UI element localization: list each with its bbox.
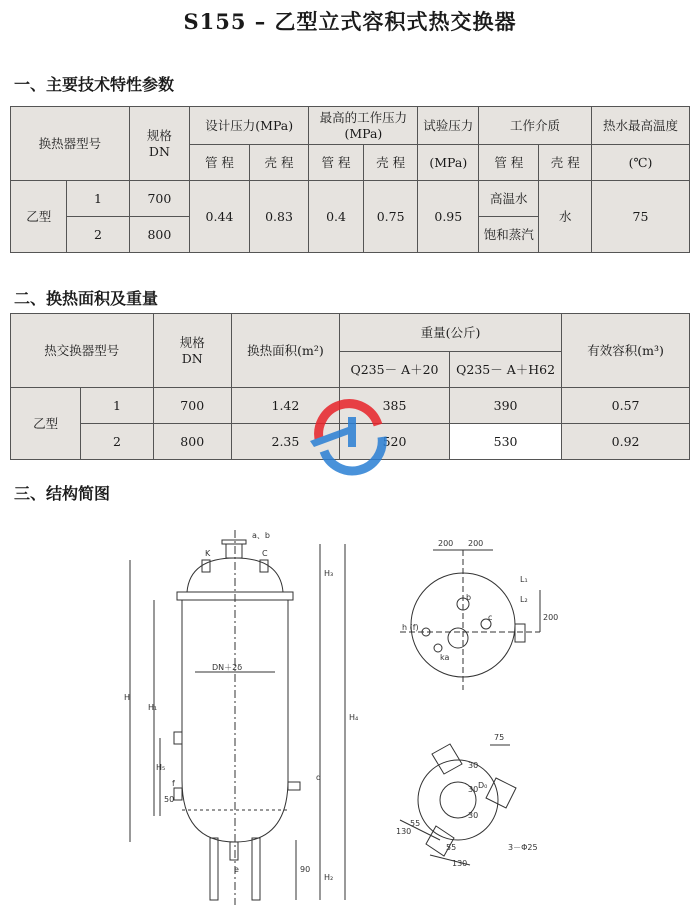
header-spec-2-dn: DN (181, 350, 203, 366)
header-spec-dn: DN (148, 143, 170, 159)
t2-row-area-2: 2.35 (231, 424, 339, 460)
header-max-pressure: 最高的工作压力(MPa) (309, 107, 418, 145)
row-dn-1: 700 (129, 181, 190, 217)
label-k: K (205, 549, 211, 558)
label-90: 90 (300, 865, 311, 874)
value-max-shell: 0.75 (363, 181, 418, 253)
label-d: d (316, 773, 322, 782)
header-max-tube: 管 程 (309, 145, 364, 181)
label-h2: H₂ (324, 873, 334, 882)
watermark-logo (300, 397, 400, 477)
bottom-view-pad-right (486, 778, 516, 808)
label-50: 50 (164, 795, 175, 804)
header-model-2: 热交换器型号 (11, 314, 154, 388)
top-view-side-nozzle (515, 624, 525, 642)
watermark-blue-bar (348, 417, 356, 447)
header-design-pressure: 设计压力(MPa) (190, 107, 309, 145)
header-volume: 有效容积(m³) (562, 314, 690, 388)
label-l1: L₁ (520, 575, 528, 584)
header-w2: Q235－ A＋H62 (450, 352, 562, 388)
value-max-tube: 0.4 (309, 181, 364, 253)
label-f: f (172, 779, 175, 788)
row-type-2: 乙型 (11, 388, 81, 460)
header-design-tube: 管 程 (190, 145, 250, 181)
label-h-f: h (f) (402, 623, 419, 632)
section-heading-specs: 一、主要技术特性参数 (14, 75, 175, 94)
label-30-b: 30 (468, 785, 479, 794)
section-heading-diagram: 三、结构简图 (14, 484, 111, 503)
label-130-b: 130 (452, 859, 468, 868)
label-30-a: 30 (468, 761, 479, 770)
bottom-view-pad-top (432, 744, 462, 774)
label-h5: H₅ (156, 763, 166, 772)
header-max-temp: 热水最高温度 (591, 107, 689, 145)
label-c: C (262, 549, 268, 558)
label-ka: ka (440, 653, 450, 662)
value-medium-tube-2: 饱和蒸汽 (479, 217, 539, 253)
top-nozzle-flange (222, 540, 246, 544)
bottom-nozzle (230, 842, 238, 860)
value-design-tube: 0.44 (190, 181, 250, 253)
t2-row-w2-1: 390 (450, 388, 562, 424)
header-max-temp-unit: (℃) (591, 145, 689, 181)
header-medium: 工作介质 (479, 107, 592, 145)
section-heading-area-weight: 二、换热面积及重量 (14, 289, 159, 308)
label-h: H (124, 693, 131, 702)
t2-row-no-1: 1 (81, 388, 153, 424)
label-dn2d: DN＋2δ (212, 663, 243, 672)
value-design-shell: 0.83 (249, 181, 309, 253)
value-medium-tube-1: 高温水 (479, 181, 539, 217)
label-ab: a、b (252, 531, 270, 540)
header-medium-shell: 壳 程 (539, 145, 591, 181)
value-max-temp: 75 (591, 181, 689, 253)
label-c-top: c (488, 613, 493, 622)
row-no-2: 2 (67, 217, 129, 253)
label-h3: H₃ (324, 569, 334, 578)
label-b: b (466, 593, 472, 602)
row-dn-2: 800 (129, 217, 190, 253)
value-test-pressure: 0.95 (418, 181, 479, 253)
label-30-c: 30 (468, 811, 479, 820)
top-view-nozzle-ka (434, 644, 442, 652)
header-spec-label: 规格 (146, 127, 172, 143)
t2-row-area-1: 1.42 (231, 388, 339, 424)
bottom-view-circle (418, 760, 498, 840)
t2-row-w1-2: 520 (339, 424, 449, 460)
label-d0: D₀ (478, 781, 488, 790)
top-nozzle (226, 544, 242, 558)
leg-left (210, 838, 218, 900)
side-nozzle-f (174, 788, 182, 800)
leg-right (252, 838, 260, 900)
t2-row-dn-2: 800 (153, 424, 231, 460)
row-no-1: 1 (67, 181, 129, 217)
t2-row-w2-2: 530 (450, 424, 562, 460)
side-nozzle-left (174, 732, 182, 744)
t2-row-vol-1: 0.57 (562, 388, 690, 424)
header-spec-2 (153, 314, 231, 388)
header-test-pressure: 试验压力 (418, 107, 479, 145)
label-55-b: 55 (446, 843, 457, 852)
label-130-a: 130 (396, 827, 412, 836)
t2-row-w1-1: 385 (339, 388, 449, 424)
t2-row-no-2: 2 (81, 424, 153, 460)
t2-row-vol-2: 0.92 (562, 424, 690, 460)
header-model: 换热器型号 (11, 107, 130, 181)
label-75: 75 (494, 733, 505, 742)
label-h1: H₁ (148, 703, 158, 712)
value-medium-shell: 水 (539, 181, 591, 253)
specs-table (10, 106, 690, 253)
label-holes: 3－Φ25 (508, 843, 538, 852)
header-medium-tube: 管 程 (479, 145, 539, 181)
header-max-shell: 壳 程 (363, 145, 418, 181)
t2-row-dn-1: 700 (153, 388, 231, 424)
label-l2: L₂ (520, 595, 528, 604)
structure-diagram (0, 520, 700, 911)
label-200-a: 200 (438, 539, 454, 548)
side-nozzle-d (288, 782, 300, 790)
row-type: 乙型 (11, 181, 67, 253)
header-area: 换热面积(m²) (231, 314, 339, 388)
header-spec (129, 107, 190, 181)
header-test-unit: (MPa) (418, 145, 479, 181)
header-spec-2-label: 规格 (179, 334, 205, 350)
label-55-a: 55 (410, 819, 421, 828)
header-design-shell: 壳 程 (249, 145, 309, 181)
label-200-b: 200 (468, 539, 484, 548)
label-e: e (234, 865, 239, 874)
label-h4: H₄ (349, 713, 359, 722)
header-w1: Q235－ A＋20 (339, 352, 449, 388)
page-title: S155 – 乙型立式容积式热交换器 (183, 9, 517, 34)
header-weight: 重量(公斤) (339, 314, 561, 352)
top-view-center-nozzle (448, 628, 468, 648)
label-200-c: 200 (543, 613, 559, 622)
